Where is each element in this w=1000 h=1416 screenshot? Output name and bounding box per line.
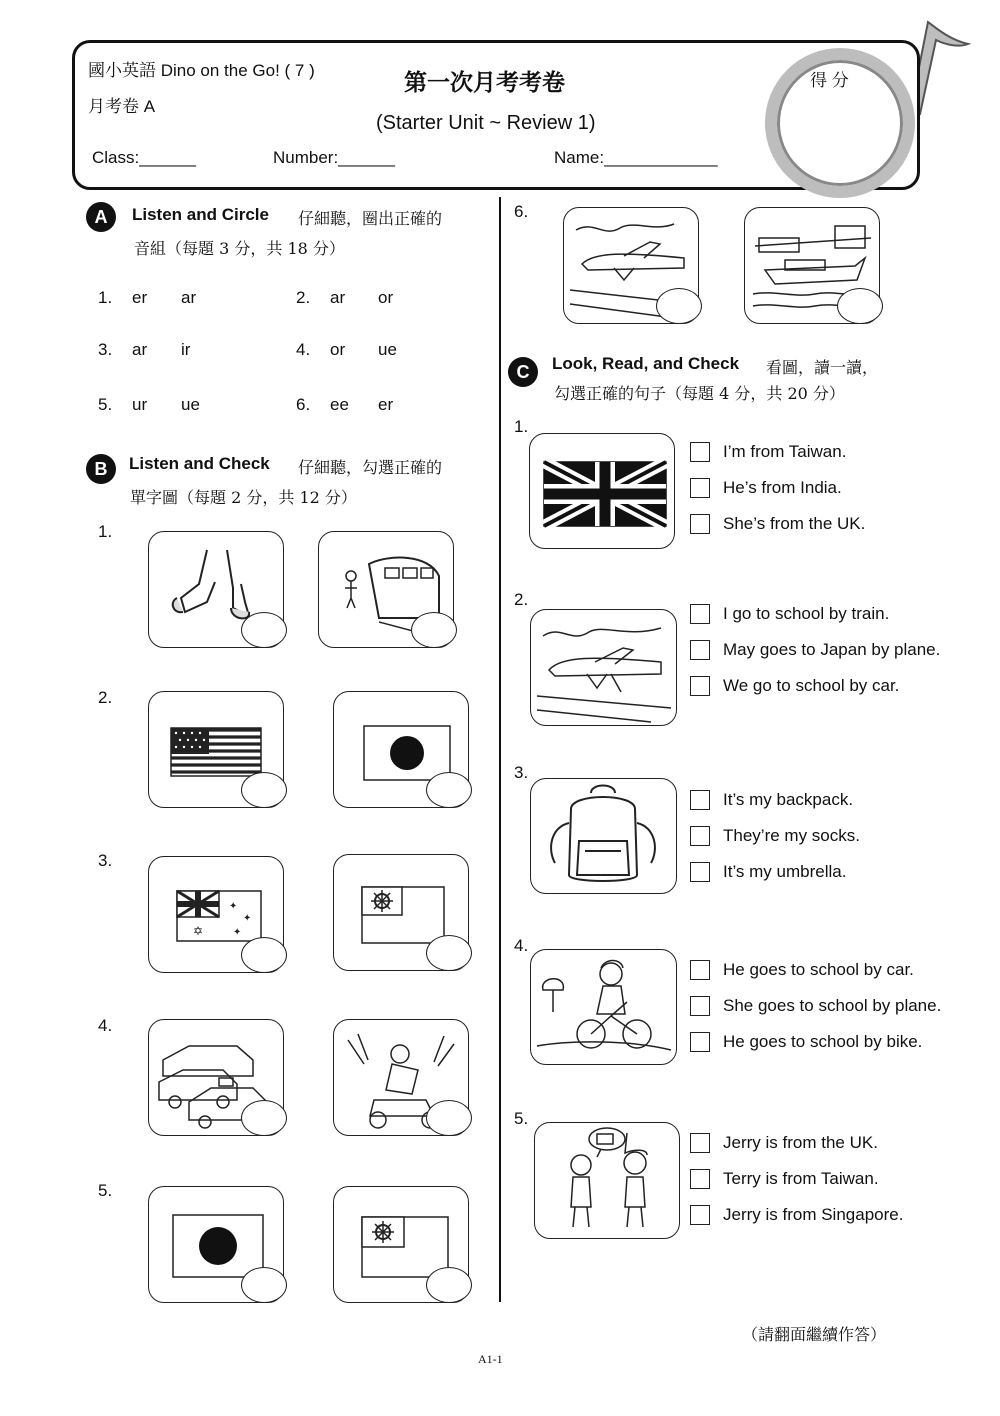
airplane-picture	[530, 609, 677, 726]
page-title: 第一次月考考卷	[404, 69, 565, 95]
class-field[interactable]: Class:______	[92, 148, 196, 167]
name-field[interactable]: Name:____________	[554, 148, 718, 167]
australia-flag[interactable]	[148, 856, 284, 973]
section-b-badge: B	[86, 454, 116, 484]
scooter-picture[interactable]	[333, 1019, 469, 1136]
boy-on-bike-picture	[530, 949, 677, 1065]
c-question-5-num: 5.	[514, 1109, 529, 1128]
checkbox[interactable]	[690, 604, 710, 624]
c5-option-2[interactable]: Terry is from Taiwan.	[690, 1167, 903, 1191]
b-question-1-num: 1.	[98, 522, 113, 541]
checkbox[interactable]	[690, 442, 710, 462]
a-item-1-num: 1.	[98, 288, 113, 307]
a-item-1-option-a[interactable]: er	[132, 288, 148, 307]
checkbox[interactable]	[690, 996, 710, 1016]
walking-feet-picture[interactable]	[148, 531, 284, 648]
train-station-picture[interactable]	[318, 531, 454, 648]
c-question-2-num: 2.	[514, 590, 529, 609]
c2-option-3[interactable]: We go to school by car.	[690, 674, 940, 698]
b-question-6-num: 6.	[514, 202, 529, 221]
section-c-instruction: 看圖，讀一讀，	[766, 358, 879, 377]
checkbox[interactable]	[690, 862, 710, 882]
checkbox[interactable]	[690, 1032, 710, 1052]
c5-option-1[interactable]: Jerry is from the UK.	[690, 1131, 903, 1155]
section-a-badge: A	[86, 202, 116, 232]
checkbox[interactable]	[690, 790, 710, 810]
taiwan-flag[interactable]	[333, 854, 469, 971]
a-item-1-option-b[interactable]: ar	[181, 288, 197, 307]
column-divider	[499, 197, 501, 1302]
checkbox[interactable]	[690, 1169, 710, 1189]
uk-flag	[529, 433, 675, 549]
a-item-3-option-a[interactable]: ar	[132, 340, 148, 359]
a-item-6-num: 6.	[296, 395, 311, 414]
a-item-6-option-b[interactable]: er	[378, 395, 394, 414]
checkbox[interactable]	[690, 826, 710, 846]
c1-option-2[interactable]: He’s from India.	[690, 476, 865, 500]
b-question-4-num: 4.	[98, 1016, 113, 1035]
section-b-points: 單字圖（每題 2 分，共 12 分）	[130, 488, 357, 507]
a-item-2-option-b[interactable]: or	[378, 288, 394, 307]
section-c-badge: C	[508, 357, 538, 387]
a-item-5-num: 5.	[98, 395, 113, 414]
svg-text:✡: ✡	[193, 924, 204, 938]
c-question-3-num: 3.	[514, 763, 529, 782]
checkbox[interactable]	[690, 1133, 710, 1153]
a-item-5-option-b[interactable]: ue	[181, 395, 200, 414]
section-a-title: Listen and Circle	[132, 205, 269, 224]
a-item-4-option-a[interactable]: or	[330, 340, 346, 359]
c-question-1-num: 1.	[514, 417, 529, 436]
section-b-instruction: 仔細聽，勾選正確的	[298, 458, 443, 477]
turn-over-note: （請翻面繼續作答）	[742, 1325, 887, 1344]
japan-flag[interactable]	[148, 1186, 284, 1303]
page-number: A1-1	[478, 1352, 503, 1366]
a-item-4-num: 4.	[296, 340, 311, 359]
course-name: 國小英語 Dino on the Go! ( 7 )	[88, 61, 315, 80]
svg-text:✦: ✦	[233, 927, 242, 938]
a-item-3-option-b[interactable]: ir	[181, 340, 191, 359]
b-question-5-num: 5.	[98, 1181, 113, 1200]
c-question-4-num: 4.	[514, 936, 529, 955]
two-boys-talking-picture	[534, 1122, 680, 1239]
airplane-picture[interactable]	[563, 207, 699, 324]
a-item-2-num: 2.	[296, 288, 311, 307]
c4-option-2[interactable]: She goes to school by plane.	[690, 994, 941, 1018]
section-a-points: 音組（每題 3 分，共 18 分）	[134, 239, 345, 258]
checkbox[interactable]	[690, 478, 710, 498]
c4-option-1[interactable]: He goes to school by car.	[690, 958, 941, 982]
section-b-title: Listen and Check	[129, 454, 270, 473]
a-item-6-option-a[interactable]: ee	[330, 395, 349, 414]
section-c-points: 勾選正確的句子（每題 4 分，共 20 分）	[554, 384, 845, 403]
svg-text:✦: ✦	[243, 913, 252, 924]
c2-option-1[interactable]: I go to school by train.	[690, 602, 940, 626]
a-item-4-option-b[interactable]: ue	[378, 340, 397, 359]
c1-option-3[interactable]: She’s from the UK.	[690, 512, 865, 536]
svg-text:✦: ✦	[229, 901, 238, 912]
c2-option-2[interactable]: May goes to Japan by plane.	[690, 638, 940, 662]
taiwan-flag[interactable]	[333, 1186, 469, 1303]
b-question-2-num: 2.	[98, 688, 113, 707]
checkbox[interactable]	[690, 514, 710, 534]
checkbox[interactable]	[690, 960, 710, 980]
a-item-5-option-a[interactable]: ur	[132, 395, 148, 414]
c1-option-1[interactable]: I’m from Taiwan.	[690, 440, 865, 464]
exam-label: 月考卷 A	[88, 97, 156, 116]
c4-option-3[interactable]: He goes to school by bike.	[690, 1030, 941, 1054]
checkbox[interactable]	[690, 640, 710, 660]
cars-picture[interactable]	[148, 1019, 284, 1136]
c5-option-3[interactable]: Jerry is from Singapore.	[690, 1203, 903, 1227]
backpack-picture	[530, 778, 677, 894]
a-item-2-option-a[interactable]: ar	[330, 288, 346, 307]
page-subtitle: (Starter Unit ~ Review 1)	[376, 112, 596, 134]
japan-flag[interactable]	[333, 691, 469, 808]
section-a-instruction: 仔細聽，圈出正確的	[298, 209, 443, 228]
b-question-3-num: 3.	[98, 851, 113, 870]
section-c-title: Look, Read, and Check	[552, 354, 740, 373]
c3-option-1[interactable]: It’s my backpack.	[690, 788, 860, 812]
score-label: 得 分	[810, 71, 849, 90]
number-field[interactable]: Number:______	[273, 148, 395, 167]
c3-option-3[interactable]: It’s my umbrella.	[690, 860, 860, 884]
boat-picture[interactable]	[744, 207, 880, 324]
c3-option-2[interactable]: They’re my socks.	[690, 824, 860, 848]
checkbox[interactable]	[690, 1205, 710, 1225]
usa-flag[interactable]	[148, 691, 284, 808]
a-item-3-num: 3.	[98, 340, 113, 359]
checkbox[interactable]	[690, 676, 710, 696]
